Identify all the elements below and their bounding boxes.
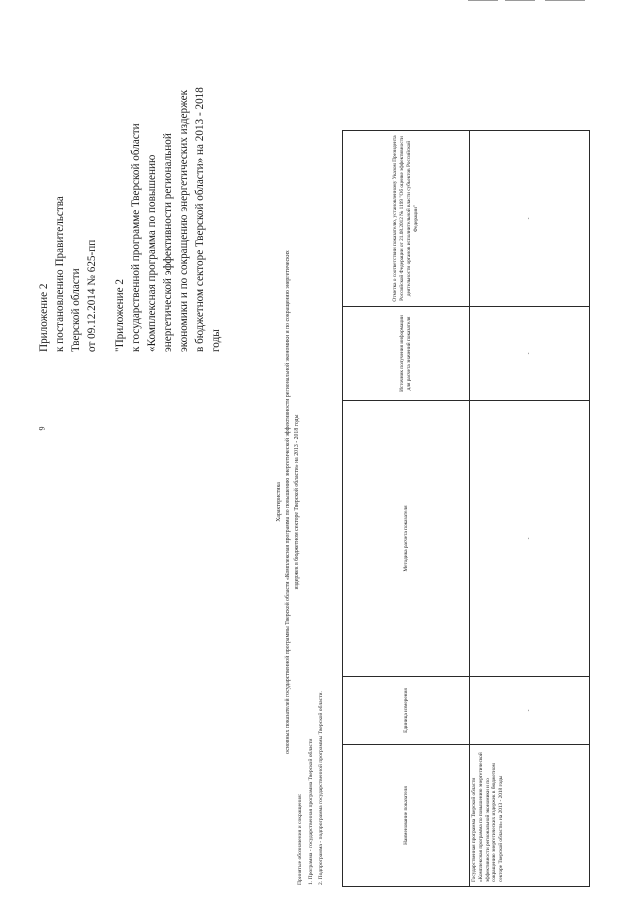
appendix-quote-line: годы bbox=[210, 329, 222, 352]
landscape-content bbox=[20, 7, 620, 897]
scan-edge-mark bbox=[505, 0, 535, 1]
indicators-table bbox=[342, 130, 590, 887]
table-header-row bbox=[343, 131, 470, 887]
heading-line: издержек в бюджетном секторе Тверской области» на 2013 - 2018 годы bbox=[294, 414, 300, 590]
header-indicator-name: Наименование показателя bbox=[343, 745, 470, 887]
appendix-block bbox=[36, 12, 224, 352]
table-cell: Государственная программа Тверской области «Комплексная программа по повышению энергетической эффективности региональной экономики и по сокращению энергетических издержек в бюджетном секторе Тверской области» на 2013 - 2018 годы bbox=[470, 745, 590, 887]
header-source: Источник получения информации для расчета значений показателя bbox=[343, 307, 470, 401]
appendix-gap bbox=[100, 12, 112, 352]
table-row bbox=[470, 131, 590, 887]
table-cell: - bbox=[470, 401, 590, 677]
abbreviations-title: Принятые обозначения и сокращения: bbox=[297, 793, 303, 885]
abbreviation-item: 1. Программа - государственная программа Тверской области bbox=[307, 738, 314, 885]
appendix-quote-line: экономики и по сокращению энергетических издержек bbox=[178, 89, 190, 352]
appendix-line: Приложение 2 bbox=[38, 283, 50, 352]
scan-edge-mark bbox=[468, 0, 498, 1]
abbreviation-item: 2. Подпрограмма - подпрограмма государственной программы Тверской области. bbox=[318, 691, 324, 885]
header-method: Методика расчета показателя bbox=[343, 401, 470, 677]
appendix-quote-line: "Приложение 2 bbox=[114, 278, 126, 352]
page-number: 9 bbox=[37, 426, 47, 431]
heading-line: основных показателей государственной программы Тверской области «Комплексная программа по повышению энергетической эффективности региональной экономики и по сокращению энергетических bbox=[285, 250, 291, 754]
appendix-line: от 09.12.2014 № 625-пп bbox=[86, 239, 98, 352]
table-cell: - bbox=[470, 307, 590, 401]
table-cell: - bbox=[470, 677, 590, 745]
scan-edge-mark bbox=[545, 0, 585, 1]
header-unit: Единица измерения bbox=[343, 677, 470, 745]
appendix-quote-line: в бюджетном секторе Тверской области» на 2013 - 2018 bbox=[194, 87, 206, 352]
appendix-quote-line: к государственной программе Тверской области bbox=[130, 123, 142, 352]
appendix-line: Тверской области bbox=[70, 268, 82, 352]
appendix-line: к постановлению Правительства bbox=[54, 196, 66, 352]
heading-title: Характеристика bbox=[276, 482, 282, 522]
header-compliance-mark: Отметка о соответствии показателю, установленному Указом Президента Российской Федерации от 21.08.2012 № 1199 "Об оценке эффективности деятельности органов исполнительной власти субъектов Российской Федерации" bbox=[343, 131, 470, 307]
appendix-quote-line: энергетической эффективности региональной bbox=[162, 133, 174, 352]
appendix-quote-line: «Комплексная программа по повышению bbox=[146, 154, 158, 352]
table-cell: - bbox=[470, 131, 590, 307]
abbreviations-block bbox=[295, 485, 327, 885]
